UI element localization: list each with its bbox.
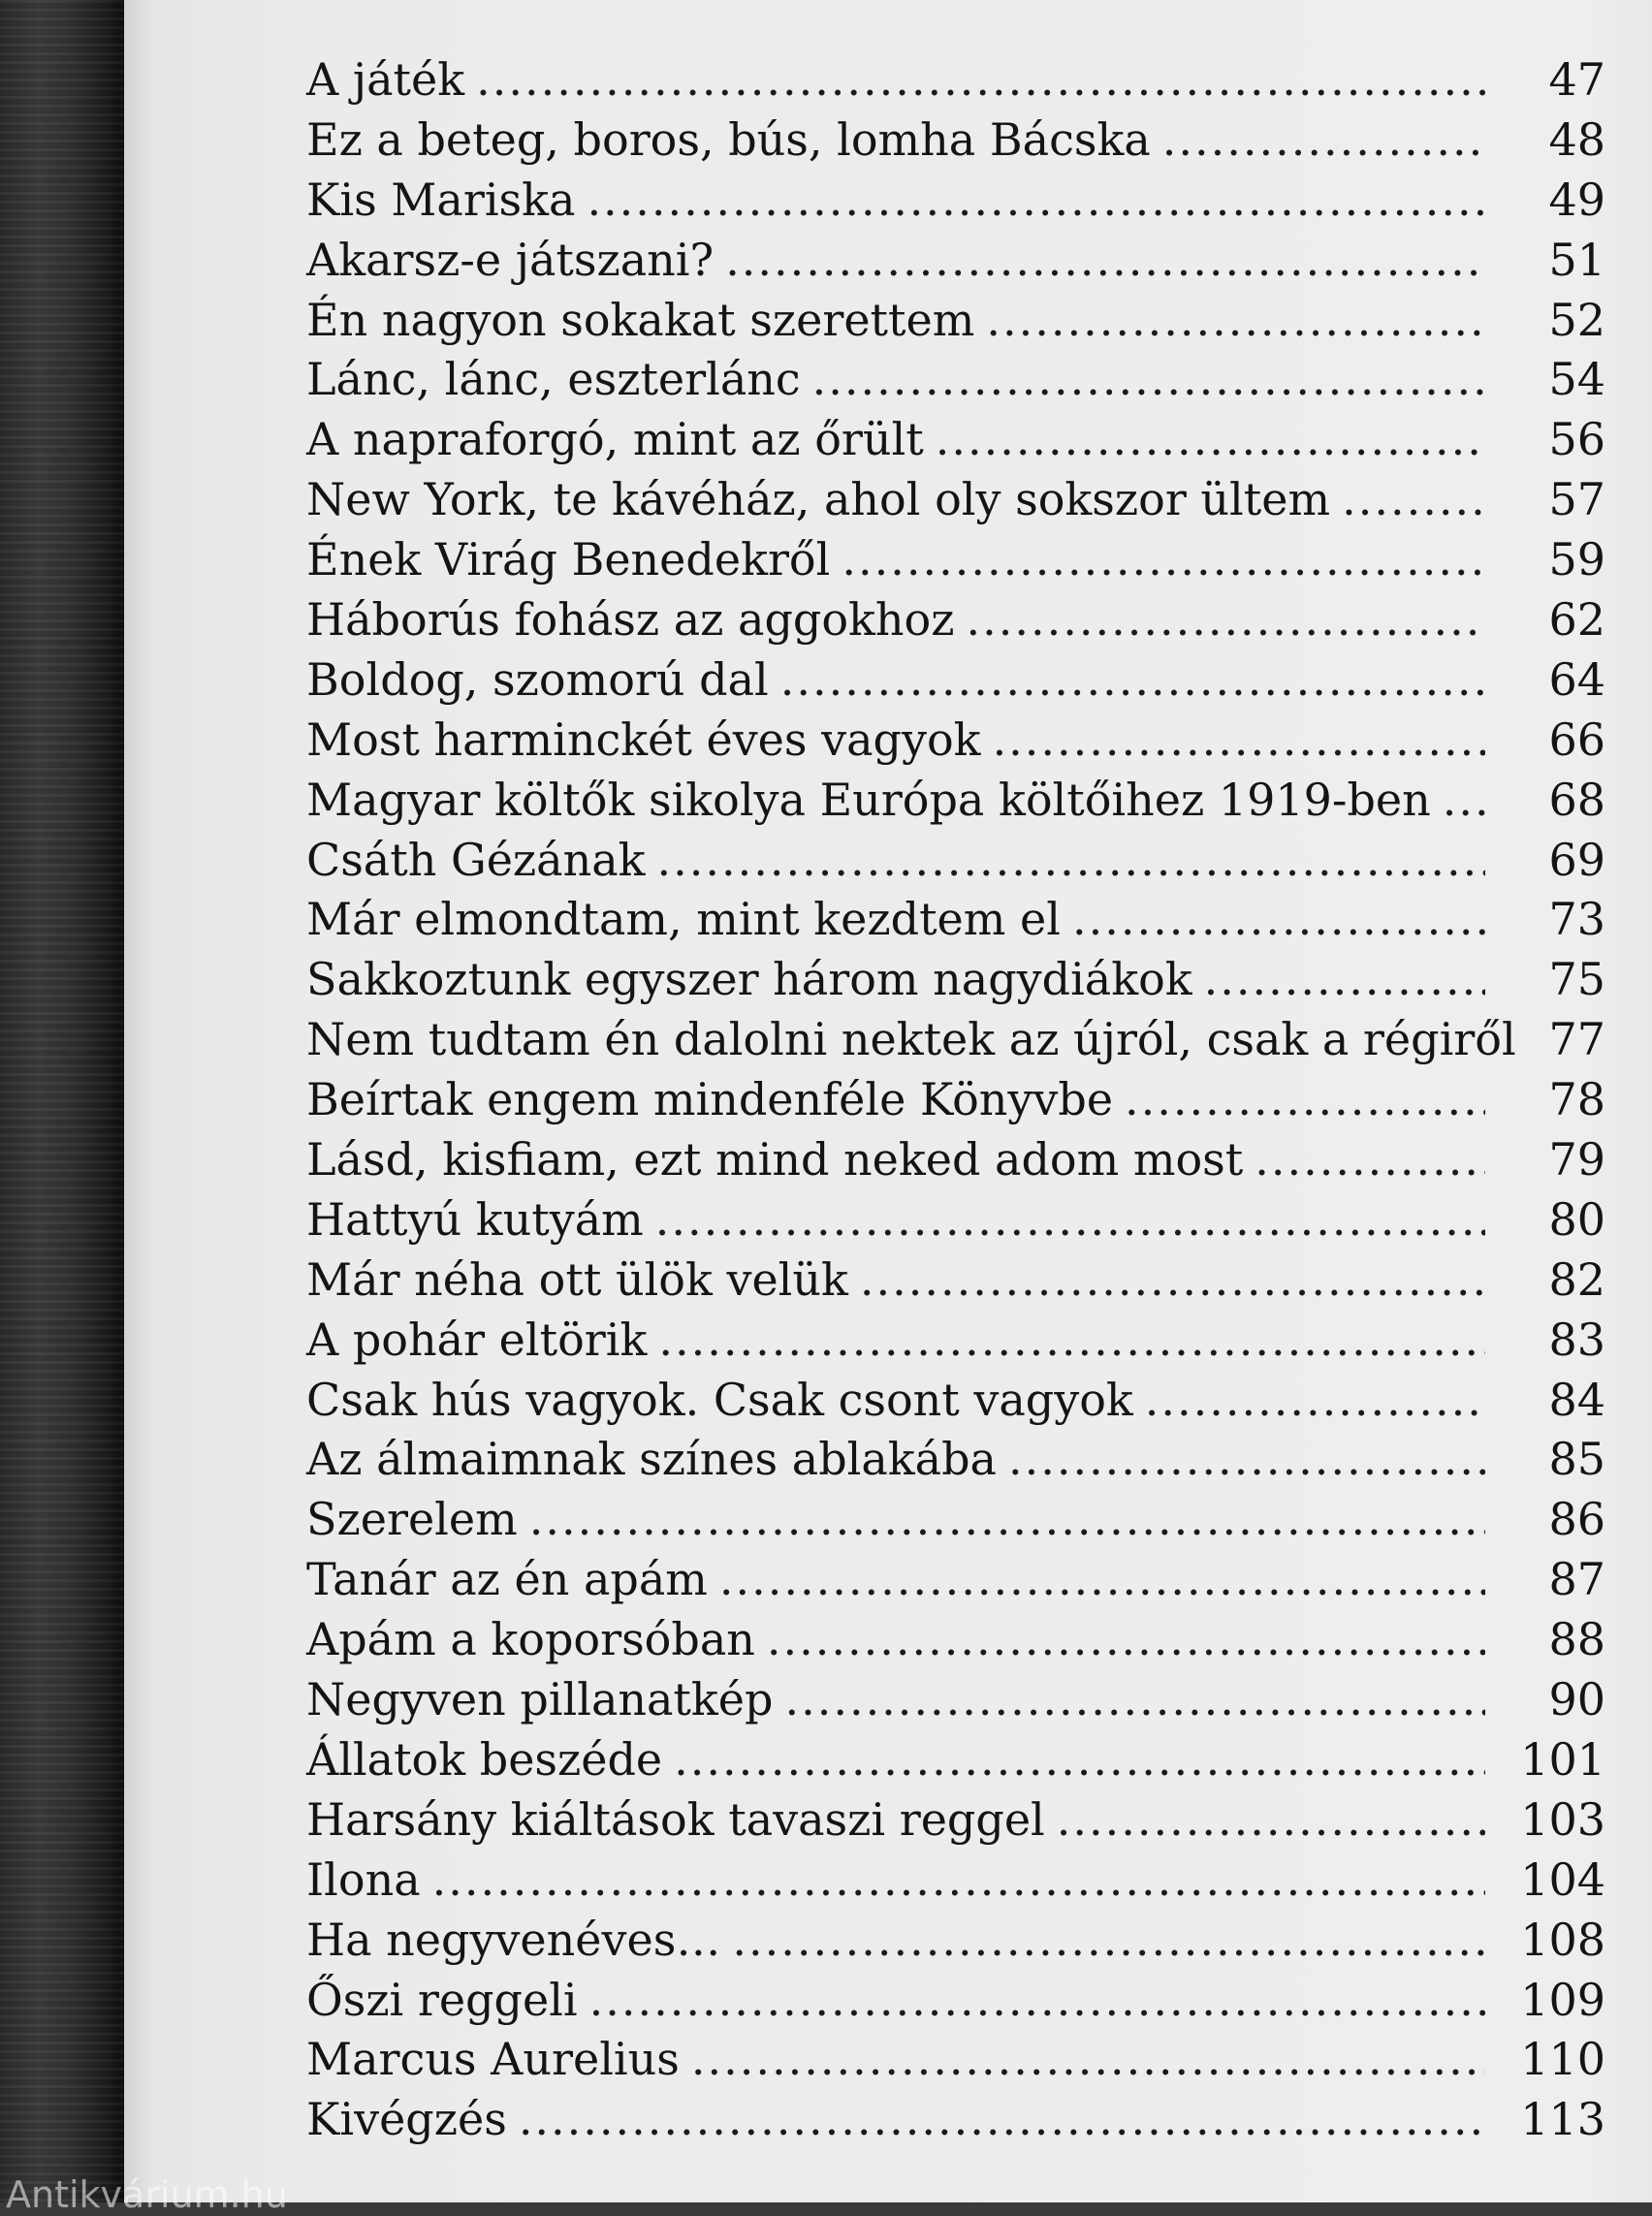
toc-entry-page-number: 90 bbox=[1499, 1670, 1605, 1730]
toc-entry-page-number: 47 bbox=[1499, 50, 1605, 111]
toc-entry-page-number: 83 bbox=[1499, 1311, 1605, 1371]
toc-entry-title: Hattyú kutyám bbox=[306, 1190, 644, 1250]
toc-entry-title: Apám a koporsóban bbox=[306, 1610, 755, 1670]
toc-entry-page-number: 66 bbox=[1499, 711, 1605, 771]
toc-entry-title: Ének Virág Benedekről bbox=[306, 530, 830, 590]
toc-entry-page-number: 68 bbox=[1499, 771, 1605, 831]
dot-leader bbox=[432, 1851, 1485, 1911]
toc-entry-title: Magyar költők sikolya Európa költőihez 1919-ben bbox=[306, 771, 1431, 831]
dot-leader bbox=[1204, 950, 1485, 1010]
toc-entry bbox=[306, 771, 1605, 831]
toc-entry-title: Lánc, lánc, eszterlánc bbox=[306, 350, 801, 410]
toc-entry-page-number: 48 bbox=[1499, 111, 1605, 171]
toc-entry bbox=[306, 231, 1605, 291]
toc-entry-title: Boldog, szomorú dal bbox=[306, 650, 769, 711]
dot-leader bbox=[860, 1250, 1485, 1311]
toc-entry-page-number: 54 bbox=[1499, 350, 1605, 410]
toc-entry-title: Akarsz-e játszani? bbox=[306, 231, 714, 291]
toc-entry bbox=[306, 171, 1605, 231]
dot-leader bbox=[993, 711, 1485, 771]
toc-entry-title: A napraforgó, mint az őrült bbox=[306, 410, 924, 470]
dot-leader bbox=[657, 831, 1485, 891]
toc-entry-page-number: 78 bbox=[1499, 1070, 1605, 1130]
toc-entry-page-number: 62 bbox=[1499, 590, 1605, 650]
toc-entry-title: Ha negyvenéves… bbox=[306, 1911, 720, 1971]
toc-entry-page-number: 51 bbox=[1499, 231, 1605, 291]
toc-entry-page-number: 103 bbox=[1499, 1790, 1605, 1851]
book-spine bbox=[0, 0, 124, 2202]
dot-leader bbox=[691, 2030, 1485, 2090]
toc-entry bbox=[306, 1371, 1605, 1431]
dot-leader bbox=[1057, 1790, 1485, 1851]
toc-entry-title: Csáth Gézának bbox=[306, 831, 646, 891]
toc-entry-page-number: 109 bbox=[1499, 1971, 1605, 2031]
toc-entry bbox=[306, 1971, 1605, 2031]
toc-entry bbox=[306, 650, 1605, 711]
toc-entry-page-number: 49 bbox=[1499, 171, 1605, 231]
toc-entry-title: Ez a beteg, boros, bús, lomha Bácska bbox=[306, 111, 1151, 171]
toc-entry-page-number: 88 bbox=[1499, 1610, 1605, 1670]
dot-leader bbox=[1125, 1070, 1485, 1130]
toc-entry-title: Nem tudtam én dalolni nektek az újról, csak a régiről bbox=[306, 1010, 1516, 1070]
toc-entry-title: A játék bbox=[306, 50, 464, 111]
toc-entry bbox=[306, 1670, 1605, 1730]
dot-leader bbox=[658, 1311, 1485, 1371]
dot-leader bbox=[1342, 470, 1485, 530]
toc-entry-title: Kivégzés bbox=[306, 2090, 507, 2150]
toc-entry bbox=[306, 111, 1605, 171]
toc-entry bbox=[306, 1490, 1605, 1550]
toc-entry bbox=[306, 2030, 1605, 2090]
dot-leader bbox=[784, 1670, 1485, 1730]
toc-entry-page-number: 79 bbox=[1499, 1130, 1605, 1190]
toc-entry bbox=[306, 950, 1605, 1010]
toc-entry-page-number: 82 bbox=[1499, 1250, 1605, 1311]
toc-entry-title: Tanár az én apám bbox=[306, 1550, 708, 1610]
toc-entry-page-number: 56 bbox=[1499, 410, 1605, 470]
toc-entry bbox=[306, 1311, 1605, 1371]
toc-entry-page-number: 57 bbox=[1499, 470, 1605, 530]
toc-entry bbox=[306, 1070, 1605, 1130]
toc-entry-page-number: 73 bbox=[1499, 890, 1605, 950]
toc-entry-title: Lásd, kisfiam, ezt mind neked adom most bbox=[306, 1130, 1243, 1190]
toc-entry-page-number: 69 bbox=[1499, 831, 1605, 891]
toc-entry-title: Negyven pillanatkép bbox=[306, 1670, 773, 1730]
dot-leader bbox=[674, 1730, 1485, 1790]
dot-leader bbox=[780, 650, 1485, 711]
dot-leader bbox=[812, 350, 1485, 410]
dot-leader bbox=[842, 530, 1485, 590]
toc-entry bbox=[306, 530, 1605, 590]
toc-entry bbox=[306, 1790, 1605, 1851]
toc-entry-page-number: 110 bbox=[1499, 2030, 1605, 2090]
toc-entry-title: Már elmondtam, mint kezdtem el bbox=[306, 890, 1061, 950]
toc-entry bbox=[306, 1610, 1605, 1670]
toc-entry-title: Beírtak engem mindenféle Könyvbe bbox=[306, 1070, 1113, 1130]
dot-leader bbox=[519, 2090, 1485, 2150]
dot-leader bbox=[966, 590, 1485, 650]
toc-entry-title: Ilona bbox=[306, 1851, 421, 1911]
toc-entry bbox=[306, 350, 1605, 410]
toc-entry-title: Már néha ott ülök velük bbox=[306, 1250, 848, 1311]
dot-leader bbox=[1145, 1371, 1485, 1431]
toc-entry-page-number: 52 bbox=[1499, 291, 1605, 351]
dot-leader bbox=[655, 1190, 1485, 1250]
toc-entry-title: Az álmaimnak színes ablakába bbox=[306, 1430, 997, 1490]
toc-entry bbox=[306, 2090, 1605, 2150]
toc-entry-page-number: 101 bbox=[1499, 1730, 1605, 1790]
toc-entry bbox=[306, 1130, 1605, 1190]
toc-entry-page-number: 59 bbox=[1499, 530, 1605, 590]
toc-entry-page-number: 85 bbox=[1499, 1430, 1605, 1490]
watermark: Antikvárium.hu bbox=[6, 2173, 288, 2216]
toc-entry bbox=[306, 1190, 1605, 1250]
toc-entry-title: Sakkoztunk egyszer három nagydiákok bbox=[306, 950, 1192, 1010]
dot-leader bbox=[986, 291, 1485, 351]
dot-leader bbox=[1008, 1430, 1485, 1490]
toc-entry-title: Állatok beszéde bbox=[306, 1730, 662, 1790]
toc-entry bbox=[306, 1010, 1605, 1070]
toc-entry-page-number: 86 bbox=[1499, 1490, 1605, 1550]
dot-leader bbox=[1443, 771, 1485, 831]
dot-leader bbox=[1255, 1130, 1485, 1190]
toc-entry-title: Kis Mariska bbox=[306, 171, 575, 231]
toc-entry-title: New York, te kávéház, ahol oly sokszor ültem bbox=[306, 470, 1330, 530]
toc-entry-title: Harsány kiáltások tavaszi reggel bbox=[306, 1790, 1045, 1851]
toc-entry-page-number: 87 bbox=[1499, 1550, 1605, 1610]
toc-entry-title: Háborús fohász az aggokhoz bbox=[306, 590, 954, 650]
toc-entry-page-number: 77 bbox=[1541, 1010, 1605, 1070]
toc-entry bbox=[306, 711, 1605, 771]
toc-entry-title: Csak hús vagyok. Csak csont vagyok bbox=[306, 1371, 1133, 1431]
toc-entry bbox=[306, 1911, 1605, 1971]
toc-entry-title: Szerelem bbox=[306, 1490, 518, 1550]
dot-leader bbox=[719, 1550, 1485, 1610]
toc-entry bbox=[306, 50, 1605, 111]
toc-entry bbox=[306, 410, 1605, 470]
toc-entry bbox=[306, 1550, 1605, 1610]
dot-leader bbox=[1072, 890, 1485, 950]
toc-entry-title: A pohár eltörik bbox=[306, 1311, 647, 1371]
toc-entry-title: Most harminckét éves vagyok bbox=[306, 711, 981, 771]
toc-entry bbox=[306, 1430, 1605, 1490]
dot-leader bbox=[1162, 111, 1485, 171]
dot-leader bbox=[732, 1911, 1485, 1971]
toc-entry-page-number: 80 bbox=[1499, 1190, 1605, 1250]
toc-entry-page-number: 75 bbox=[1499, 950, 1605, 1010]
spine-texture bbox=[0, 0, 124, 2202]
toc-entry bbox=[306, 831, 1605, 891]
dot-leader bbox=[767, 1610, 1485, 1670]
toc-entry bbox=[306, 470, 1605, 530]
toc-entry-title: Marcus Aurelius bbox=[306, 2030, 680, 2090]
table-of-contents bbox=[306, 50, 1605, 2150]
toc-entry-page-number: 104 bbox=[1499, 1851, 1605, 1911]
toc-entry-page-number: 84 bbox=[1499, 1371, 1605, 1431]
dot-leader bbox=[476, 50, 1485, 111]
toc-entry bbox=[306, 590, 1605, 650]
toc-entry-title: Őszi reggeli bbox=[306, 1971, 578, 2031]
toc-entry bbox=[306, 1851, 1605, 1911]
dot-leader bbox=[589, 1971, 1485, 2031]
toc-entry-page-number: 113 bbox=[1499, 2090, 1605, 2150]
toc-entry-page-number: 64 bbox=[1499, 650, 1605, 711]
dot-leader bbox=[529, 1490, 1485, 1550]
toc-entry bbox=[306, 1250, 1605, 1311]
dot-leader bbox=[725, 231, 1485, 291]
toc-entry bbox=[306, 291, 1605, 351]
dot-leader bbox=[936, 410, 1485, 470]
toc-entry-page-number: 108 bbox=[1499, 1911, 1605, 1971]
dot-leader bbox=[587, 171, 1485, 231]
toc-entry-title: Én nagyon sokakat szerettem bbox=[306, 291, 974, 351]
toc-entry bbox=[306, 890, 1605, 950]
toc-entry bbox=[306, 1730, 1605, 1790]
